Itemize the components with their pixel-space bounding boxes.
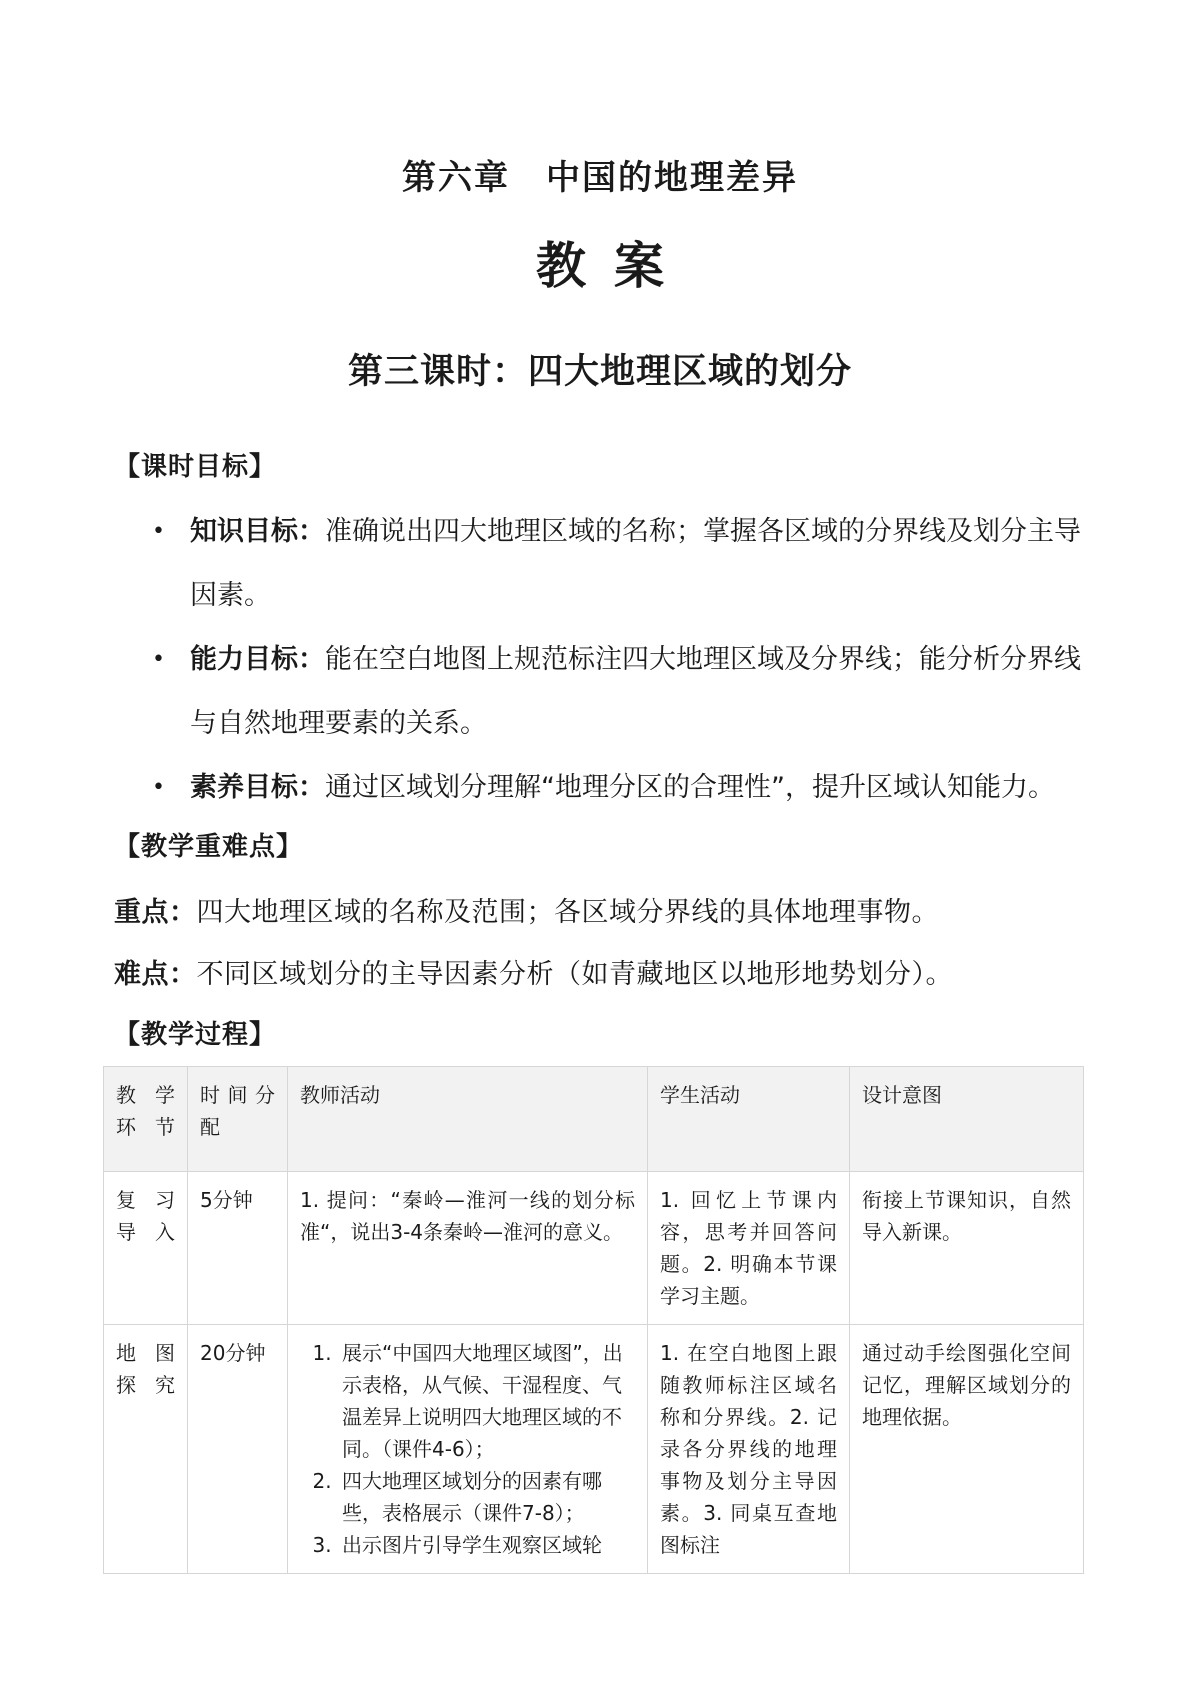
cell-time: 20分钟 — [188, 1325, 288, 1574]
key-points-heading: 【教学重难点】 — [114, 832, 304, 862]
column-header-stage: 教学环节 — [104, 1067, 188, 1172]
cell-teacher: 1. 提问：“秦岭—淮河一线的划分标准“，说出3-4条秦岭—淮河的意义。 — [288, 1172, 648, 1325]
cell-time: 5分钟 — [188, 1172, 288, 1325]
goal-text: 准确说出四大地理区域的名称；掌握各区域的分界线及划分主导因素。 — [190, 516, 1081, 611]
difficult-text: 不同区域划分的主导因素分析（如青藏地区以地形地势划分）。 — [196, 959, 953, 990]
difficult-point — [114, 952, 953, 991]
goals-heading: 【课时目标】 — [114, 452, 277, 482]
cell-stage: 地图探究 — [104, 1325, 188, 1574]
important-point — [114, 890, 939, 929]
list-item: 3. 出示图片引导学生观察区域轮 — [338, 1529, 635, 1561]
column-header-student: 学生活动 — [648, 1067, 850, 1172]
column-header-intent: 设计意图 — [850, 1067, 1084, 1172]
bullet-icon: • — [152, 775, 165, 800]
cell-student: 1. 回忆上节课内容，思考并回答问题。2. 明确本节课学习主题。 — [648, 1172, 850, 1325]
goal-item-ability — [152, 628, 1102, 756]
cell-teacher — [288, 1325, 648, 1574]
list-item: 1. 展示“中国四大地理区域图”，出示表格，从气候、干湿程度、气温差异上说明四大地理区域的不同。（课件4-6）； — [338, 1337, 635, 1465]
goal-text: 能在空白地图上规范标注四大地理区域及分界线；能分析分界线与自然地理要素的关系。 — [190, 644, 1081, 739]
cell-intent: 通过动手绘图强化空间记忆，理解区域划分的地理依据。 — [850, 1325, 1084, 1574]
lesson-title: 第三课时：四大地理区域的划分 — [347, 352, 852, 392]
table-row — [104, 1172, 1084, 1325]
goal-text: 通过区域划分理解“地理分区的合理性”，提升区域认知能力。 — [325, 772, 1055, 803]
cell-intent: 衔接上节课知识，自然导入新课。 — [850, 1172, 1084, 1325]
chapter-title: 第六章 中国的地理差异 — [402, 158, 798, 198]
bullet-icon: • — [152, 647, 165, 672]
document-title: 教案 — [536, 237, 692, 295]
bullet-icon: • — [152, 519, 165, 544]
goal-item-knowledge — [152, 500, 1102, 628]
difficult-label: 难点： — [114, 959, 197, 990]
table-header-row — [104, 1067, 1084, 1172]
process-heading: 【教学过程】 — [114, 1020, 277, 1050]
goal-label: 能力目标： — [190, 644, 325, 675]
goal-label: 知识目标： — [190, 516, 325, 547]
table-row — [104, 1325, 1084, 1574]
goal-item-literacy — [152, 756, 1102, 820]
cell-student: 1. 在空白地图上跟随教师标注区域名称和分界线。2. 记录各分界线的地理事物及划分主导因素。3. 同桌互查地图标注 — [648, 1325, 850, 1574]
list-item: 2. 四大地理区域划分的因素有哪些，表格展示（课件7-8）； — [338, 1465, 635, 1529]
column-header-time: 时间分配 — [188, 1067, 288, 1172]
cell-stage: 复习导入 — [104, 1172, 188, 1325]
teacher-activity-list — [300, 1337, 635, 1561]
important-text: 四大地理区域的名称及范围；各区域分界线的具体地理事物。 — [196, 897, 939, 928]
teaching-process-table — [103, 1066, 1084, 1574]
important-label: 重点： — [114, 897, 197, 928]
goal-label: 素养目标： — [190, 772, 325, 803]
goals-list — [152, 500, 1102, 820]
column-header-teacher: 教师活动 — [288, 1067, 648, 1172]
